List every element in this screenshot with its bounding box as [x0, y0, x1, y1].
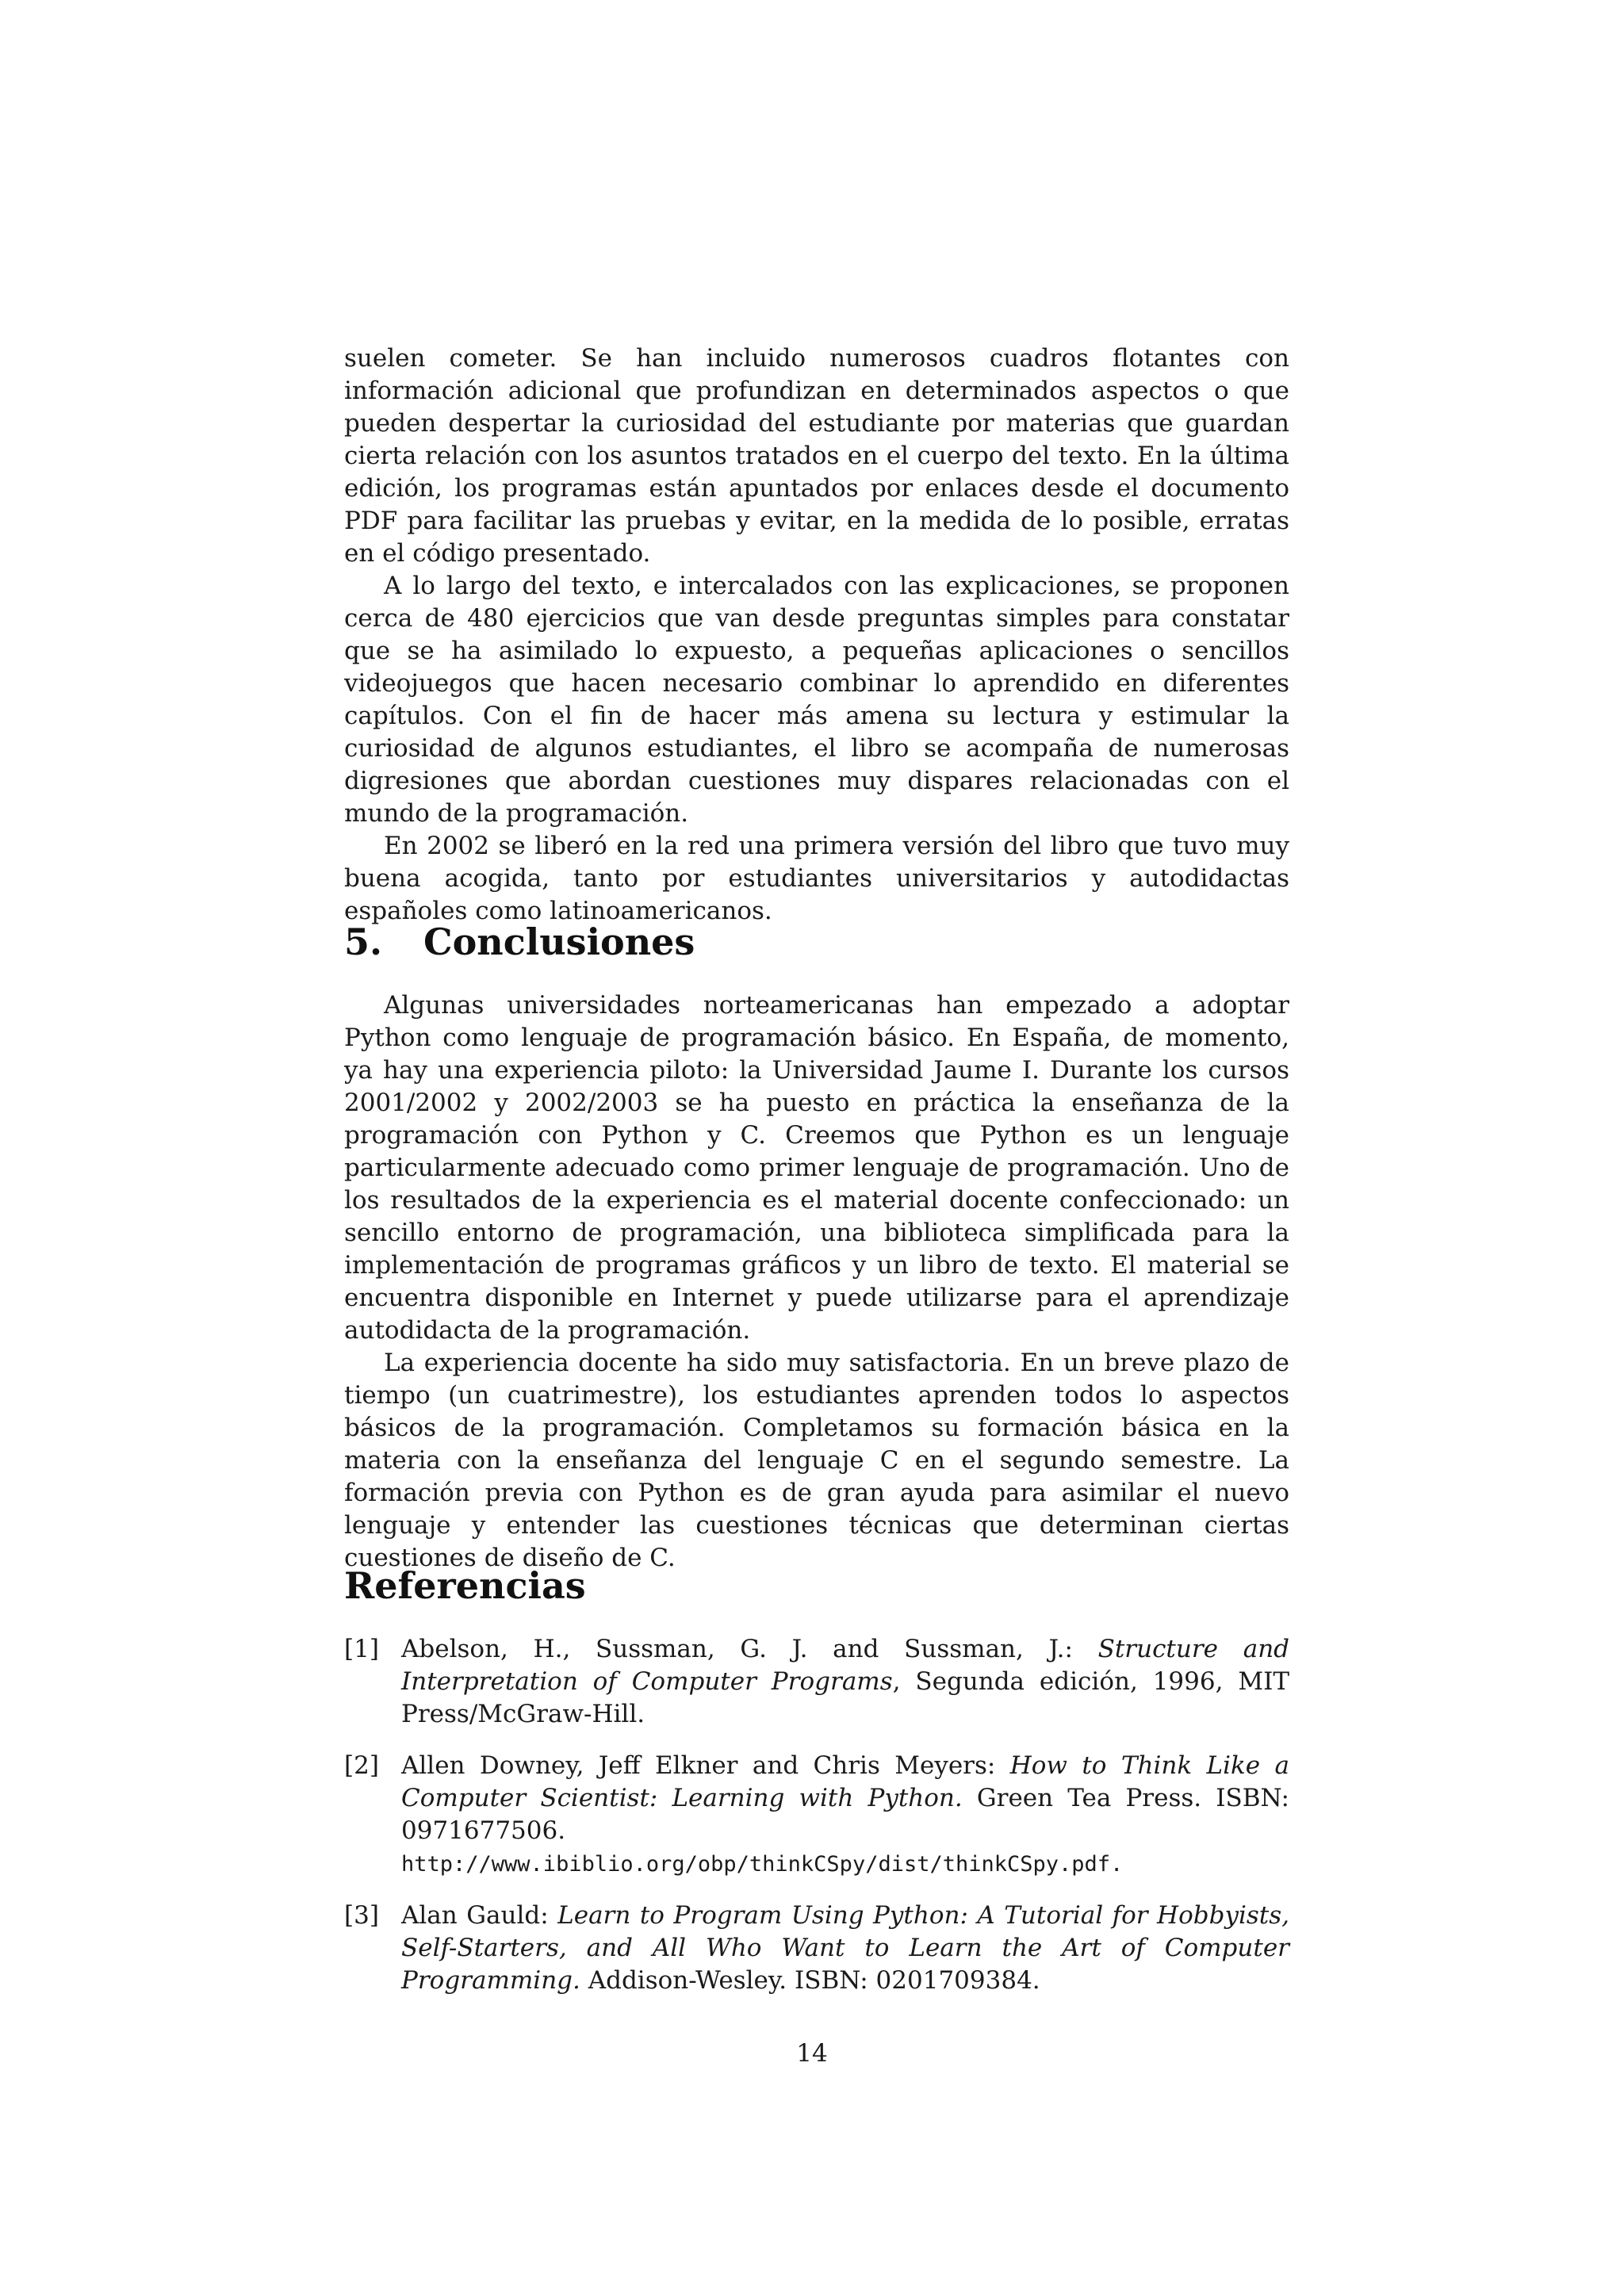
reference-authors: Allen Downey, Jeff Elkner and Chris Meyers: — [401, 1751, 1010, 1780]
reference-number: [2] — [344, 1751, 379, 1780]
reference-authors: Alan Gauld: — [401, 1901, 558, 1930]
reference-url-link[interactable]: http://www.ibiblio.org/obp/thinkCSpy/dist/thinkCSpy.pdf. — [401, 1852, 1124, 1877]
conclusions-text — [344, 989, 1289, 1575]
reference-details: , Segunda edición, 1996, MIT Press/McGraw-Hill. — [401, 1667, 1289, 1728]
reference-item-2 — [344, 1750, 1289, 1881]
intro-paragraph-1: suelen cometer. Se han incluido numerosos cuadros flotantes con información adicional que profundizan en determinados aspectos o que pueden despertar la curiosidad del estudiante por materias que guardan cierta relación con los asuntos tratados en el cuerpo del texto. En la última edición, los programas están apuntados por enlaces desde el documento PDF para facilitar las pruebas y evitar, en la medida de lo posible, erratas en el código presentado. — [344, 344, 1289, 568]
reference-number: [3] — [344, 1901, 379, 1930]
reference-details: Addison-Wesley. ISBN: 0201709384. — [580, 1966, 1040, 1995]
reference-title: Structure and Interpretation of Computer Programs — [401, 1635, 1290, 1696]
reference-title: How to Think Like a Computer Scientist: Learning with Python. — [401, 1751, 1289, 1812]
intro-text — [344, 342, 1289, 928]
reference-item-1 — [344, 1633, 1289, 1731]
reference-authors: Abelson, H., Sussman, G. J. and Sussman, J.: — [401, 1635, 1098, 1663]
intro-paragraph-3: En 2002 se liberó en la red una primera versión del libro que tuvo muy buena acogida, tanto por estudiantes universitarios y autodidactas españoles como latinoamericanos. — [344, 832, 1289, 925]
section-number: 5. — [344, 920, 383, 963]
reference-title: Learn to Program Using Python: A Tutorial for Hobbyists, Self-Starters, and All Who Want to Learn the Art of Computer Programming. — [401, 1901, 1290, 1995]
reference-details: Green Tea Press. ISBN: 0971677506. — [401, 1784, 1289, 1845]
conclusions-heading — [344, 920, 695, 964]
references-heading: Referencias — [344, 1564, 586, 1607]
references-list — [344, 1633, 1289, 2016]
conclusions-paragraph-2: La experiencia docente ha sido muy satisfactoria. En un breve plazo de tiempo (un cuatrimestre), los estudiantes aprenden todos lo aspectos básicos de la programación. Completamos su formación básica en la materia con la enseñanza del lenguaje C en el segundo semestre. La formación previa con Python es de gran ayuda para asimilar el nuevo lenguaje y entender las cuestiones técnicas que determinan ciertas cuestiones de diseño de C. — [344, 1349, 1289, 1572]
reference-item-3 — [344, 1900, 1289, 1997]
page-number: 14 — [796, 2039, 828, 2068]
intro-paragraph-2: A lo largo del texto, e intercalados con las explicaciones, se proponen cerca de 480 ejercicios que van desde preguntas simples para constatar que se ha asimilado lo expuesto, a pequeñas aplicaciones o sencillos videojuegos que hacen necesario combinar lo aprendido en diferentes capítulos. Con el fin de hacer más amena su lectura y estimular la curiosidad de algunos estudiantes, el libro se acompaña de numerosas digresiones que abordan cuestiones muy dispares relacionadas con el mundo de la programación. — [344, 572, 1289, 828]
section-title: Conclusiones — [423, 920, 695, 963]
reference-number: [1] — [344, 1635, 379, 1663]
conclusions-paragraph-1: Algunas universidades norteamericanas han empezado a adoptar Python como lenguaje de programación básico. En España, de momento, ya hay una experiencia piloto: la Universidad Jaume I. Durante los cursos 2001/2002 y 2002/2003 se ha puesto en práctica la enseñanza de la programación con Python y C. Creemos que Python es un lenguaje particularmente adecuado como primer lenguaje de programación. Uno de los resultados de la experiencia es el material docente confeccionado: un sencillo entorno de programación, una biblioteca simplificada para la implementación de programas gráficos y un libro de texto. El material se encuentra disponible en Internet y puede utilizarse para el aprendizaje autodidacta de la programación. — [344, 991, 1289, 1345]
